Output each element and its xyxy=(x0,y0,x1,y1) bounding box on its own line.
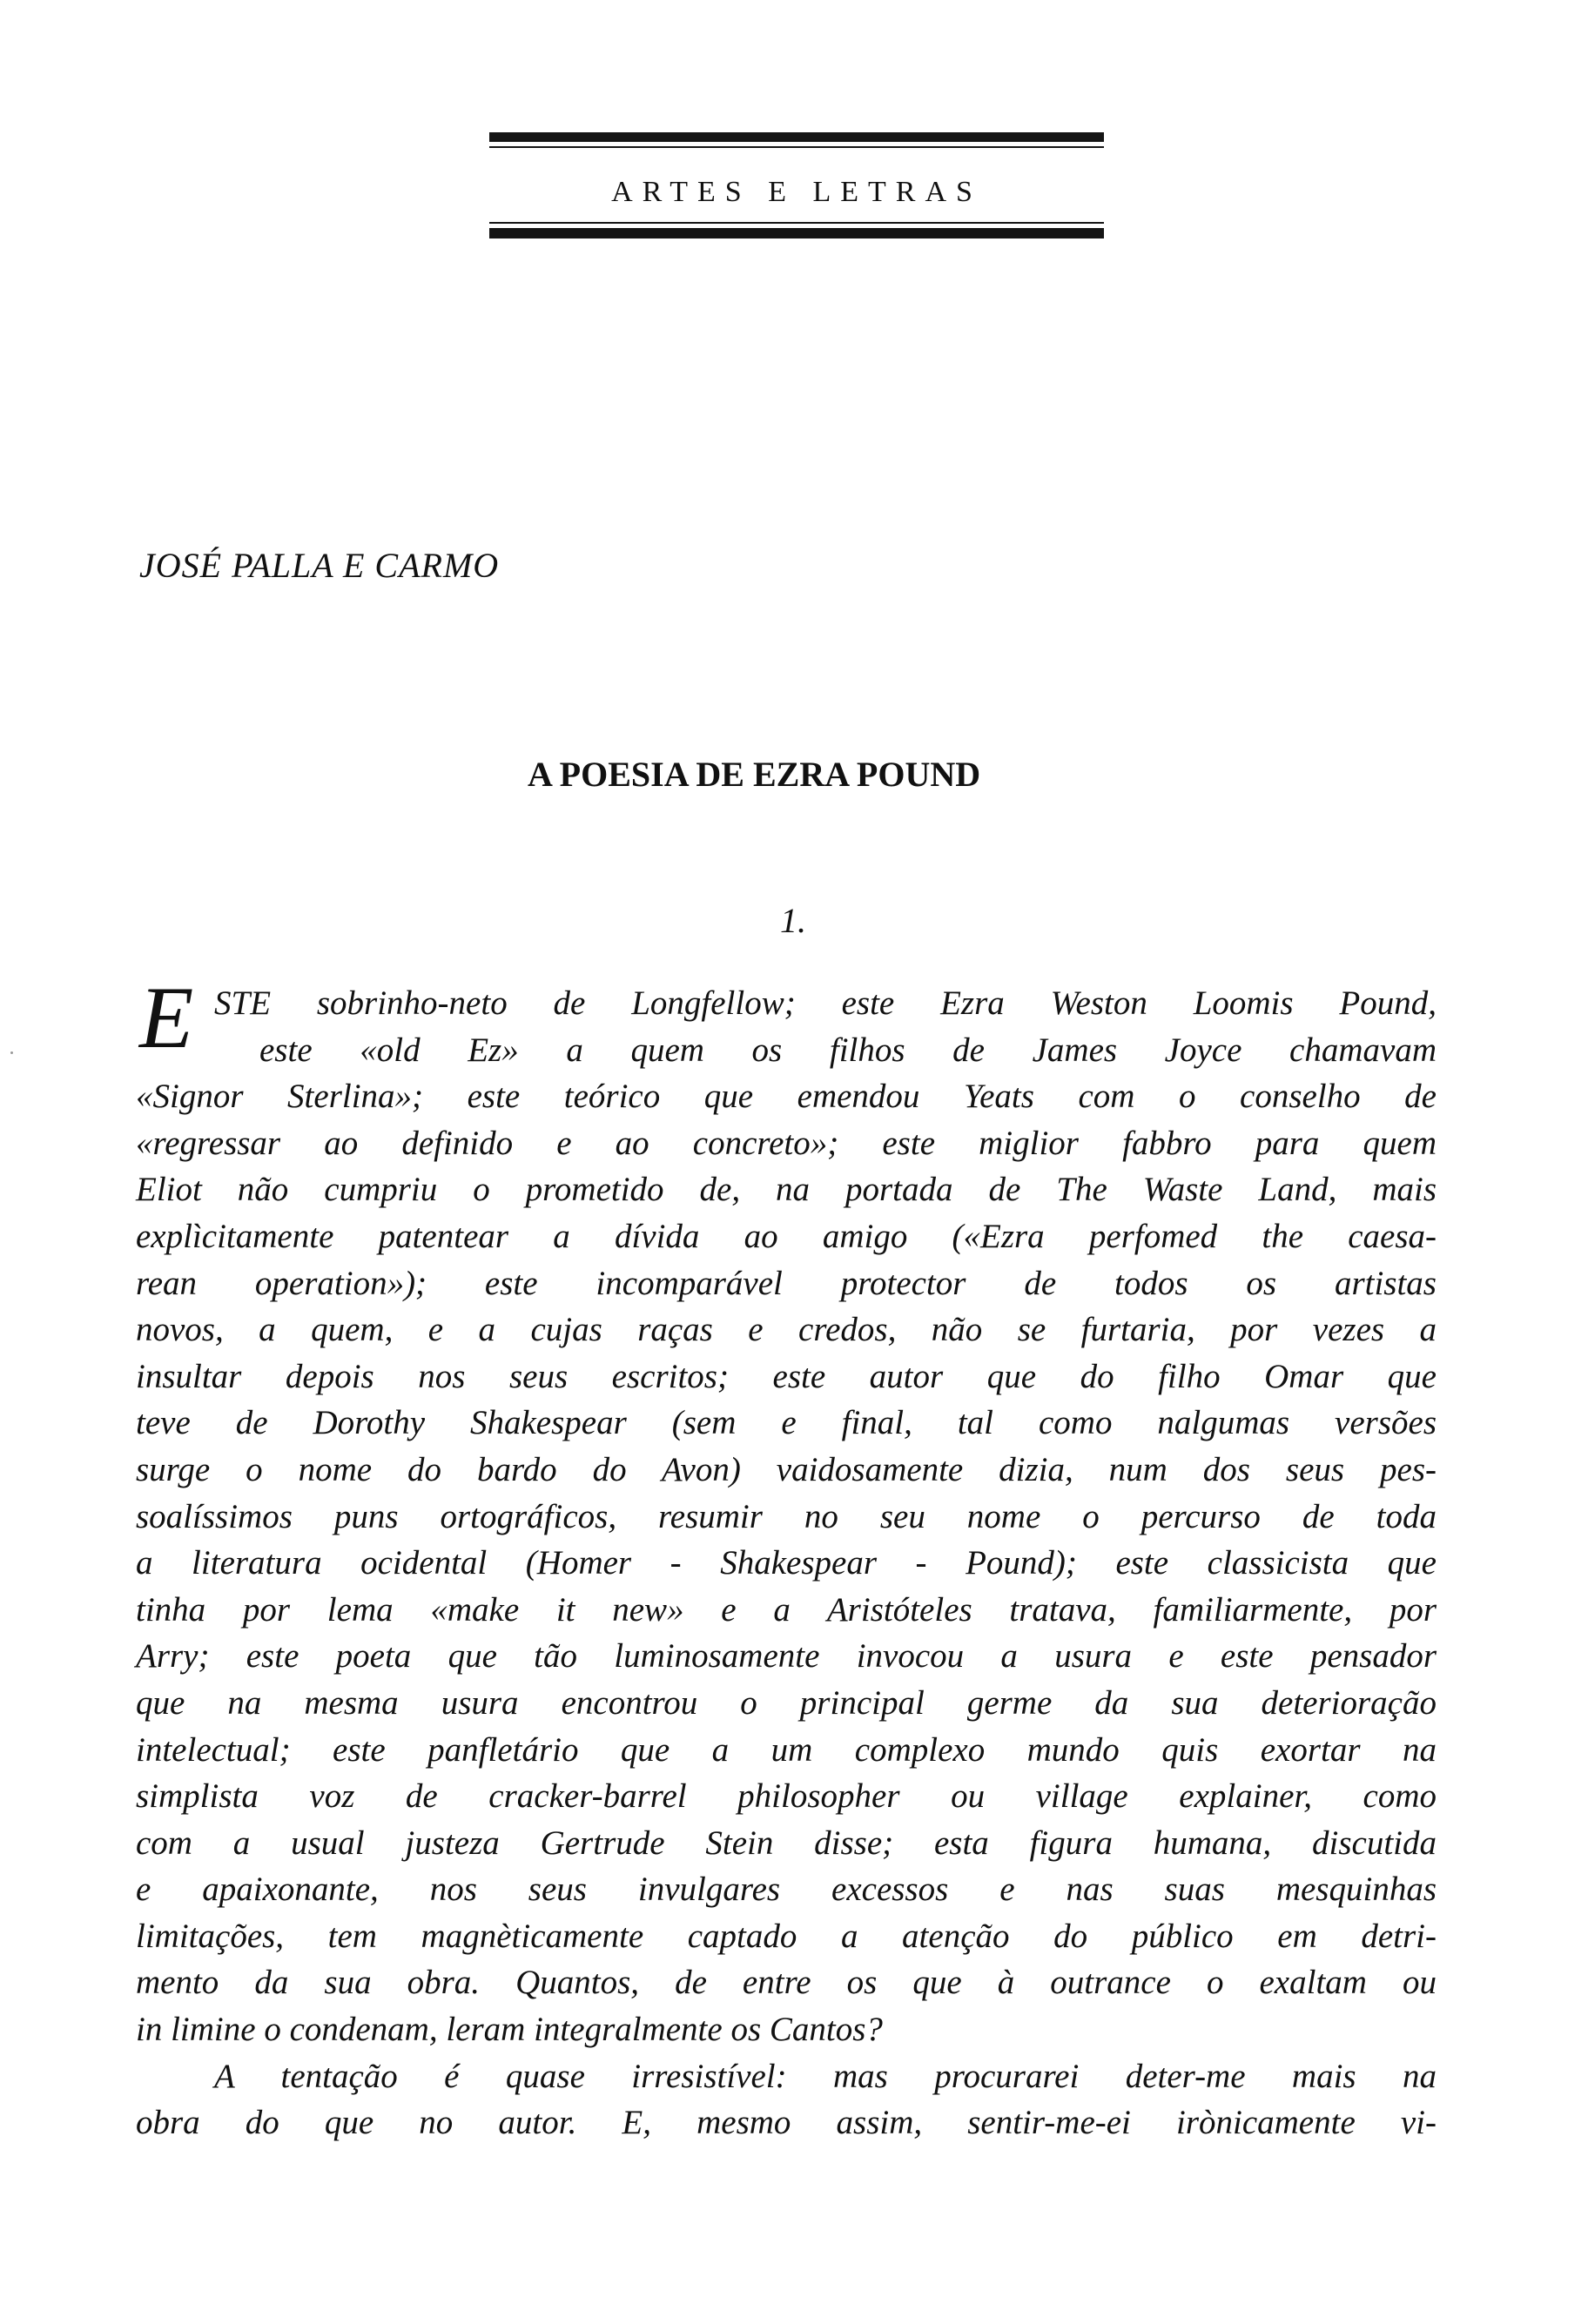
article-title: A POESIA DE EZRA POUND xyxy=(528,755,981,794)
body-line: e apaixonante, nos seus invulgares excessos e nas suas mesquinhas xyxy=(136,1871,1437,1909)
body-line: limitações, tem magnèticamente captado a atenção do público em detri- xyxy=(136,1917,1437,1955)
body-line: Arry; este poeta que tão luminosamente invocou a usura e este pensador xyxy=(136,1637,1437,1676)
body-line: soalíssimos puns ortográficos, resumir no seu nome o percurso de toda xyxy=(136,1497,1437,1535)
body-line: mento da sua obra. Quantos, de entre os que à outrance o exaltam ou xyxy=(136,1964,1437,2002)
body-line: surge o nome do bardo do Avon) vaidosamente dizia, num dos seus pes- xyxy=(136,1450,1437,1488)
body-line: obra do que no autor. E, mesmo assim, sentir-me-ei irònicamente vi- xyxy=(136,2104,1437,2142)
body-line: tinha por lema «make it new» e a Aristóteles tratava, familiarmente, por xyxy=(136,1590,1437,1629)
body-line: in limine o condenam, leram integralmente os Cantos? xyxy=(136,2011,883,2049)
body-line: novos, a quem, e a cujas raças e credos, não se furtaria, por vezes a xyxy=(136,1311,1437,1349)
body-line: explìcitamente patentear a dívida ao amigo («Ezra perfomed the caesa- xyxy=(136,1217,1437,1255)
header-rule-top xyxy=(489,132,1104,142)
body-line: «Signor Sterlina»; este teórico que emendou Yeats com o conselho de xyxy=(136,1078,1437,1116)
scan-speck xyxy=(10,1051,13,1054)
body-line: simplista voz de cracker-barrel philosopher ou village explainer, como xyxy=(136,1777,1437,1816)
header-rule-bottom xyxy=(489,228,1104,238)
body-line: Eliot não cumpriu o prometido de, na portada de The Waste Land, mais xyxy=(136,1171,1437,1209)
body-line: teve de Dorothy Shakespear (sem e final, tal como nalgumas versões xyxy=(136,1404,1437,1442)
drop-cap: E xyxy=(139,969,194,1067)
section-number: 1. xyxy=(780,901,806,940)
body-line: A tentação é quase irresistível: mas procurarei deter-me mais na xyxy=(214,2057,1437,2095)
body-line: «regressar ao definido e ao concreto»; este miglior fabbro para quem xyxy=(136,1124,1437,1162)
body-line: com a usual justeza Gertrude Stein disse; esta figura humana, discutida xyxy=(136,1824,1437,1862)
body-line: STE sobrinho-neto de Longfellow; este Ezra Weston Loomis Pound, xyxy=(214,984,1437,1022)
body-line: rean operation»); este incomparável protector de todos os artistas xyxy=(136,1264,1437,1302)
section-title: ARTES E LETRAS xyxy=(611,176,982,208)
body-line: insultar depois nos seus escritos; este autor que do filho Omar que xyxy=(136,1357,1437,1395)
body-line: que na mesma usura encontrou o principal germe da sua deterioração xyxy=(136,1683,1437,1722)
body-line: este «old Ez» a quem os filhos de James Joyce chamavam xyxy=(259,1031,1437,1069)
article-body xyxy=(136,969,1437,2146)
body-line: a literatura ocidental (Homer - Shakespear - Pound); este classicista que xyxy=(136,1544,1437,1582)
body-line: intelectual; este panfletário que a um complexo mundo quis exortar na xyxy=(136,1730,1437,1769)
article-author: JOSÉ PALLA E CARMO xyxy=(139,546,500,585)
